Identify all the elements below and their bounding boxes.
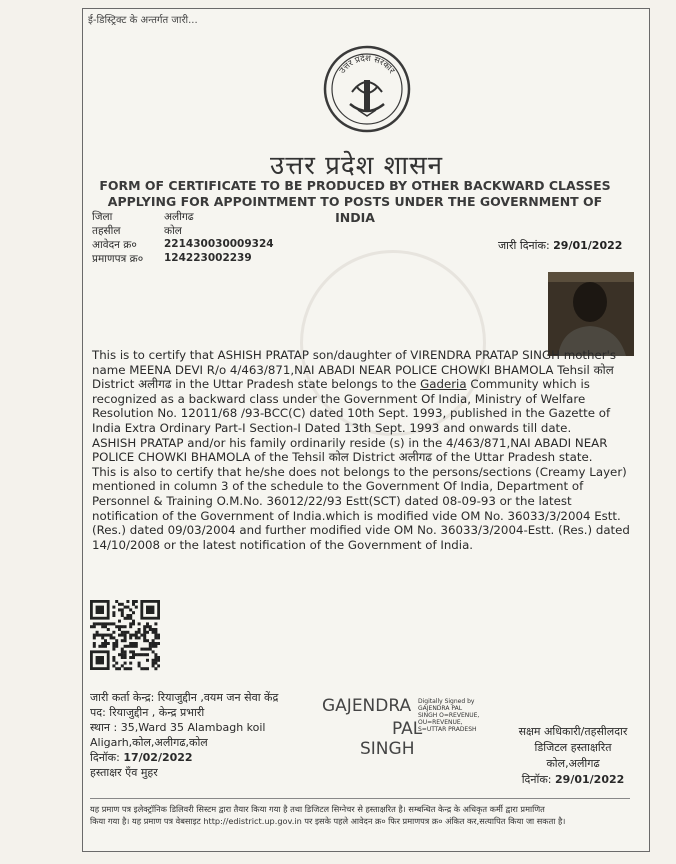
signer-line-3: SINGH xyxy=(360,739,415,759)
authority-date: दिनॉक: 29/01/2022 xyxy=(521,773,625,786)
detail-value-tehsil: कोल xyxy=(164,225,182,237)
applicant-photo xyxy=(548,272,634,356)
detail-value-application-no: 221430030009324 xyxy=(164,238,274,250)
certificate-body xyxy=(92,348,632,552)
detail-label-tehsil: तहसील xyxy=(92,225,121,237)
top-note: ई-डिस्ट्रिक्ट के अन्तर्गत जारी... xyxy=(88,15,198,26)
detail-label-application-no: आवेदन क्र० xyxy=(92,239,137,251)
detail-value-certificate-no: 124223002239 xyxy=(164,252,252,264)
kendra-line-1: जारी कर्ता केन्द्र: रियाजुद्दीन ,वयम जन सेवा केंद्र xyxy=(90,691,279,704)
para-1: This is to certify that ASHISH PRATAP son/daughter of VIRENDRA PRATAP SINGH mother's name MEENA DEVI R/o 4/463/871,NAI ABADI NEAR POLICE CHOWKI BHAMOLA Tehsil कोल District अलीगढ in the Uttar Pradesh state belongs to the Gaderia Community which is recognized as a backward class under the Government Of India, Ministry of Welfare Resolution No. 12011/68 /93-BCC(C) dated 10th Sept. 1993, published in the Gazette of India Extra Ordinary Part-I Section-I Dated 13th Sept. 1993 and onwards till date. xyxy=(92,348,617,435)
para-3: This is also to certify that he/she does not belongs to the persons/sections (Creamy Layer) mentioned in column 3 of the schedule to the Government Of India, Department of Personnel & Training O.M.No. 36012/22/93 Estt(SCT) dated 08-09-93 or the latest notification of the Government of India.which is modified vide OM No. 36033/3/2004 Estt.(Res.) dated 09/03/2004 and further modified vide OM No. 36033/3/2004-Estt. (Res.) dated 14/10/2008 or the latest notification of the Government of India. xyxy=(92,464,630,552)
signer-line-1: GAJENDRA xyxy=(322,696,412,716)
digital-signature xyxy=(322,696,502,759)
qr-code xyxy=(90,590,160,680)
signer-line-2: PAL xyxy=(392,719,423,739)
para-2: ASHISH PRATAP and/or his family ordinarily reside (s) in the 4/463/871,NAI ABADI NEAR POLICE CHOWKI BHAMOLA of the Tehsil कोल District अलीगढ of the Uttar Pradesh state. xyxy=(92,435,608,465)
up-govt-emblem-icon xyxy=(322,44,412,134)
issue-date-label: जारी दिनांक: xyxy=(498,239,550,252)
svg-text:उत्तर प्रदेश सरकार xyxy=(338,53,397,76)
kendra-line-3: स्थान : 35,Ward 35 Alambagh koil xyxy=(90,721,266,734)
footer-line-1: यह प्रमाण पत्र इलेक्ट्रॉनिक डिलिवरी सिस्टम द्वारा तैयार किया गया है तथा डिजिटल सिग्नेचर से हस्ताक्षरित है। सम्बन्धित केन्द्र के अधिकृत कर्मी द्वारा प्रमाणित xyxy=(90,804,545,814)
form-title-line-1: FORM OF CERTIFICATE TO BE PRODUCED BY OTHER BACKWARD CLASSES xyxy=(99,178,611,193)
detail-label-certificate-no: प्रमाणपत्र क्र० xyxy=(92,253,144,265)
details-block xyxy=(92,210,274,266)
govt-title: उत्तर प्रदेश शासन xyxy=(270,151,444,181)
issue-date xyxy=(498,238,622,253)
form-title-line-2: APPLYING FOR APPOINTMENT TO POSTS UNDER THE GOVERNMENT OF INDIA xyxy=(107,194,603,225)
kendra-line-4: Aligarh,कोल,अलीगढ,कोल xyxy=(90,736,208,749)
kendra-line-2: पद: रियाजुद्दीन , केन्द्र प्रभारी xyxy=(90,706,205,719)
competent-authority xyxy=(500,724,646,788)
caste-name: Gaderia xyxy=(420,377,467,392)
detail-value-district: अलीगढ xyxy=(164,211,194,223)
authority-line-3: कोल,अलीगढ xyxy=(546,757,600,770)
issuing-center-info xyxy=(90,690,278,780)
detail-label-district: जिला xyxy=(92,211,113,223)
kendra-date: दिनॉक: 17/02/2022 xyxy=(90,751,193,764)
issue-date-value: 29/01/2022 xyxy=(553,239,623,252)
kendra-signature-label: हस्ताक्षर एँव मुहर xyxy=(90,766,158,779)
footer-note xyxy=(90,798,630,827)
authority-line-2: डिजिटल हस्ताक्षरित xyxy=(534,741,612,754)
footer-line-2: किया गया है। यह प्रमाण पत्र वेबसाइट http://edistrict.up.gov.in पर इसके पहले आवेदन क्र० फिर प्रमाणपत्र क्र० अंकित कर,सत्यापित किया जा सकता है। xyxy=(90,816,566,826)
emblem-text: उत्तर प्रदेश सरकार xyxy=(337,53,397,76)
digital-signature-details: Digitally Signed by GAJENDRA PAL SINGH O=REVENUE, OU=REVENUE, S=UTTAR PRADESH xyxy=(418,698,480,733)
authority-line-1: सक्षम अधिकारी/तहसीलदार xyxy=(518,725,628,738)
